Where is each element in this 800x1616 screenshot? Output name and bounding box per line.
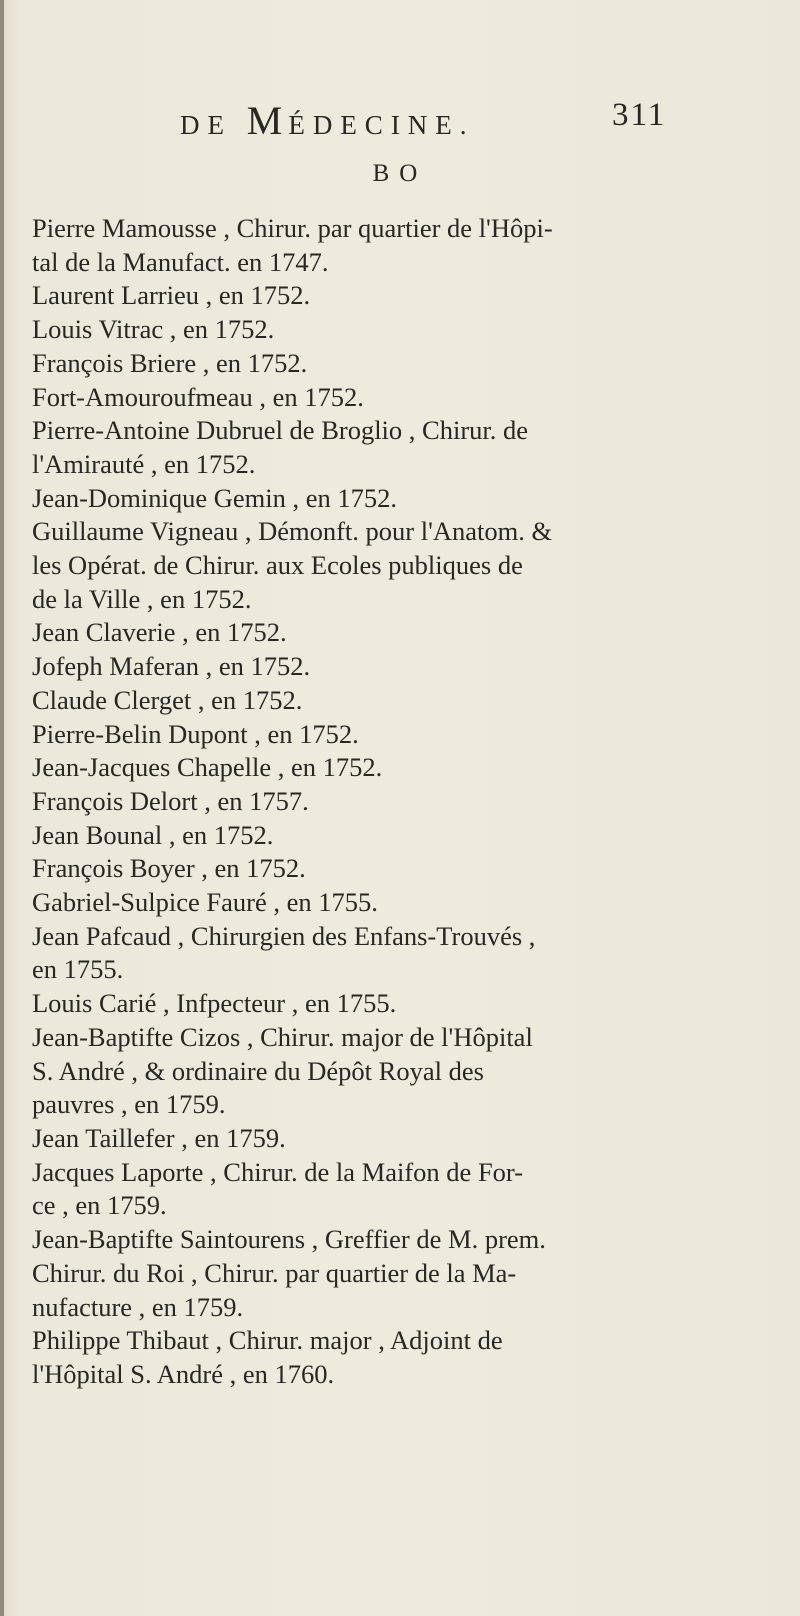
- running-title: [180, 97, 475, 144]
- entry-line: Jacques Laporte , Chirur. de la Maifon de For-: [32, 1156, 524, 1187]
- entry-line: Guillaume Vigneau , Démonft. pour l'Anatom. &: [32, 516, 553, 547]
- list-item: [32, 650, 682, 684]
- entry-line: Jean Pafcaud , Chirurgien des Enfans-Trouvés ,: [32, 920, 536, 951]
- entry-line: Claude Clerget , en 1752.: [32, 684, 303, 715]
- entry-line: Chirur. du Roi , Chirur. par quartier de la Ma-: [32, 1257, 517, 1288]
- entry-line: nufacture , en 1759.: [32, 1291, 244, 1322]
- list-item: [32, 313, 682, 347]
- list-item: [32, 1122, 682, 1156]
- entry-line: Gabriel-Sulpice Fauré , en 1755.: [32, 887, 378, 918]
- entry-line: Jean Claverie , en 1752.: [32, 617, 287, 648]
- list-item: [32, 482, 682, 516]
- entry-line: François Delort , en 1757.: [32, 785, 309, 816]
- list-item: [32, 886, 682, 920]
- entry-line: Jean-Dominique Gemin , en 1752.: [32, 482, 398, 513]
- entry-line: Louis Vitrac , en 1752.: [32, 314, 275, 345]
- entry-line: Jean-Baptifte Saintourens , Greffier de M. prem.: [32, 1224, 546, 1255]
- list-item: [32, 751, 682, 785]
- running-title-rest: ÉDECINE.: [288, 110, 475, 140]
- section-letters: BO: [372, 160, 428, 187]
- entry-line: ce , en 1759.: [32, 1190, 167, 1221]
- list-item: [32, 1021, 682, 1122]
- list-item: [32, 1156, 682, 1223]
- entry-line: tal de la Manufact. en 1747.: [32, 246, 329, 277]
- list-item: [32, 381, 682, 415]
- list-item: [32, 718, 682, 752]
- list-item: [32, 279, 682, 313]
- entry-line: S. André , & ordinaire du Dépôt Royal des: [32, 1055, 484, 1086]
- page-gutter: [0, 0, 4, 1616]
- list-item: [32, 987, 682, 1021]
- running-title-prefix: DE: [180, 110, 247, 140]
- list-item: [32, 414, 682, 481]
- entry-line: Jofeph Maferan , en 1752.: [32, 651, 311, 682]
- list-item: [32, 819, 682, 853]
- entry-line: pauvres , en 1759.: [32, 1089, 226, 1120]
- list-item: [32, 920, 682, 987]
- entry-line: François Briere , en 1752.: [32, 347, 308, 378]
- page-number: 311: [612, 97, 667, 133]
- entry-line: l'Hôpital S. André , en 1760.: [32, 1358, 335, 1389]
- running-title-capital: M: [246, 98, 289, 143]
- running-head: [0, 97, 800, 143]
- list-item: [32, 347, 682, 381]
- entry-line: Philippe Thibaut , Chirur. major , Adjoint de: [32, 1325, 503, 1356]
- entry-line: de la Ville , en 1752.: [32, 583, 252, 614]
- entry-list: [32, 212, 682, 1392]
- entry-line: Jean Bounal , en 1752.: [32, 819, 274, 850]
- list-item: [32, 1324, 682, 1391]
- entry-line: Fort-Amouroufmeau , en 1752.: [32, 381, 364, 412]
- list-item: [32, 1223, 682, 1324]
- list-item: [32, 852, 682, 886]
- entry-line: Pierre-Belin Dupont , en 1752.: [32, 718, 359, 749]
- list-item: [32, 785, 682, 819]
- list-item: [32, 684, 682, 718]
- list-item: [32, 212, 682, 279]
- list-item: [32, 515, 682, 616]
- list-item: [32, 616, 682, 650]
- entry-line: l'Amirauté , en 1752.: [32, 448, 256, 479]
- entry-line: Laurent Larrieu , en 1752.: [32, 280, 311, 311]
- entry-line: Jean Taillefer , en 1759.: [32, 1122, 286, 1153]
- entry-line: Pierre-Antoine Dubruel de Broglio , Chirur. de: [32, 415, 529, 446]
- entry-line: Louis Carié , Infpecteur , en 1755.: [32, 988, 397, 1019]
- entry-line: Jean-Baptifte Cizos , Chirur. major de l'Hôpital: [32, 1021, 533, 1052]
- entry-line: Pierre Mamousse , Chirur. par quartier de l'Hôpi-: [32, 213, 553, 243]
- entry-line: en 1755.: [32, 954, 124, 985]
- entry-line: les Opérat. de Chirur. aux Ecoles publiques de: [32, 550, 523, 581]
- entry-line: Jean-Jacques Chapelle , en 1752.: [32, 752, 383, 783]
- entry-line: François Boyer , en 1752.: [32, 853, 306, 884]
